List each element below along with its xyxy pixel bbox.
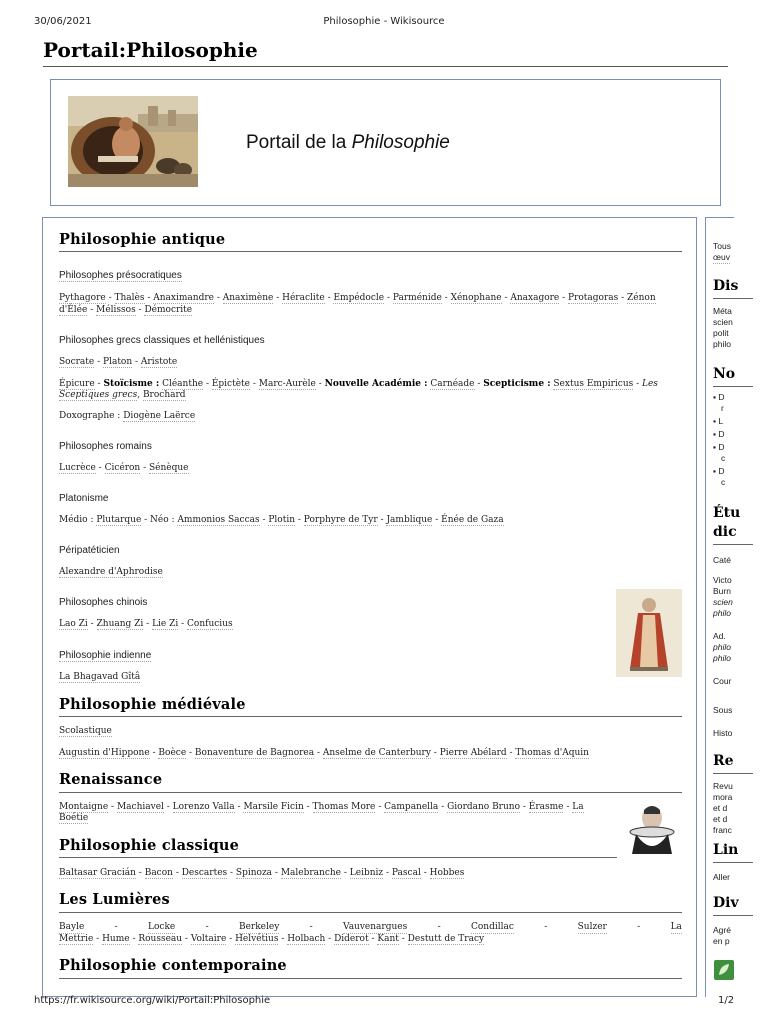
right-sidebar (705, 217, 741, 997)
classique-line: Baltasar Gracián - Bacon - Descartes - Spinoza - Malebranche - Leibniz - Pascal - Hobbes (59, 868, 465, 878)
link-ciceron[interactable]: Cicéron (104, 463, 141, 473)
grecs-line3: Sceptiques grecs, Brochard (59, 390, 186, 400)
link-thomas-d-aquin[interactable]: Thomas d'Aquin (515, 748, 589, 758)
leaf-icon[interactable] (714, 960, 734, 980)
link-locke[interactable]: Locke (148, 922, 176, 932)
link-kant[interactable]: Kant (377, 934, 399, 944)
link-mettrie[interactable]: Mettrie (59, 934, 94, 944)
sidebar-text: Agré (713, 925, 731, 935)
subheading-romains: Philosophes romains (59, 441, 152, 452)
heading-philosophie-classique: Philosophie classique (59, 837, 240, 854)
link-bhagavad-gita[interactable]: La Bhagavad Gîtâ (59, 672, 141, 682)
link-sulzer[interactable]: Sulzer (577, 922, 607, 932)
link-boetie[interactable]: Boétie (59, 813, 89, 823)
separator: - (205, 922, 209, 932)
link-boece[interactable]: Boèce (158, 748, 187, 758)
link-montaigne[interactable]: Montaigne (59, 802, 109, 812)
presocratiques-line2: d'Élée - Mélissos - Démocrite (59, 305, 193, 315)
sidebar-rule (713, 544, 753, 545)
indienne-line (59, 672, 140, 683)
banner-title: Portail de la Philosophie (246, 132, 450, 153)
link-la[interactable]: La (670, 922, 682, 932)
link-scolastique[interactable]: Scolastique (59, 726, 112, 736)
link-erasme[interactable]: Érasme (528, 802, 564, 812)
sidebar-heading: No (713, 366, 736, 382)
section-rule (59, 978, 682, 979)
main-content-box (42, 217, 697, 997)
link-alexandre-aphrodise[interactable]: Alexandre d'Aphrodise (59, 567, 163, 577)
sidebar-text: Sous (713, 705, 733, 715)
sidebar-heading: Dis (713, 278, 739, 294)
sidebar-bullet[interactable]: ▪ D (713, 466, 725, 476)
montaigne-portrait-image[interactable] (622, 796, 682, 856)
link-sceptiques-grecs[interactable]: Sceptiques grecs (59, 390, 138, 400)
link-brochard[interactable]: Brochard (142, 390, 186, 400)
link-d-elee[interactable]: d'Élée (59, 305, 88, 315)
subheading-platonisme: Platonisme (59, 493, 109, 504)
sidebar-text: et d (713, 814, 728, 824)
link-vauvenargues[interactable]: Vauvenargues (343, 922, 408, 932)
link-thomas-more[interactable]: Thomas More (312, 802, 376, 812)
section-rule (59, 792, 682, 793)
link-leibniz[interactable]: Leibniz (349, 868, 384, 878)
link-helvetius[interactable]: Helvétius (235, 934, 279, 944)
link-bacon[interactable]: Bacon (144, 868, 173, 878)
link-thales[interactable]: Thalès (114, 293, 145, 303)
sidebar-text: Aller (713, 872, 731, 882)
link-confucius[interactable]: Confucius (187, 619, 233, 629)
scolastique-line (59, 726, 112, 737)
heading-renaissance: Renaissance (59, 771, 163, 788)
link-malebranche[interactable]: Malebranche (280, 868, 342, 878)
renaissance-line1: Montaigne - Machiavel - Lorenzo Valla - Marsile Ficin - Thomas More - Campanella - Giordano Bruno - Érasme - La (59, 802, 584, 812)
link-anaxagore[interactable]: Anaxagore (510, 293, 560, 303)
grecs-line2: Épicure - Stoïcisme : Cléanthe - Épictète - Marc-Aurèle - Nouvelle Académie : Carnéade - Scepticisme : Sextus Empiricus - Les (59, 379, 658, 389)
link-destutt-de-tracy[interactable]: Destutt de Tracy (407, 934, 485, 944)
link-pierre-abelard[interactable]: Pierre Abélard (439, 748, 507, 758)
separator: - (114, 922, 118, 932)
romains-line: Lucrèce - Cicéron - Sénèque (59, 463, 189, 473)
sidebar-text: Cour (713, 676, 732, 686)
title-divider (43, 66, 728, 67)
sidebar-link[interactable]: œuv (713, 252, 730, 262)
link-aristote[interactable]: Aristote (140, 357, 178, 367)
link-ammonios-saccas[interactable]: Ammonios Saccas (177, 515, 260, 525)
link-protagoras[interactable]: Protagoras (568, 293, 619, 303)
link-les-sceptiques[interactable]: Les (642, 379, 658, 389)
sidebar-rule (713, 386, 753, 387)
link-diogene-laerce[interactable]: Diogène Laërce (123, 411, 196, 421)
peripateticien-line (59, 567, 163, 578)
sidebar-heading: Étu (713, 505, 741, 521)
confucius-image[interactable] (616, 589, 682, 677)
sidebar-text: philo (713, 653, 731, 663)
sidebar-text: polit (713, 328, 729, 338)
sidebar-text: Victo (713, 575, 732, 585)
sidebar-rule (713, 862, 753, 863)
link-jamblique[interactable]: Jamblique (386, 515, 433, 525)
link-platon[interactable]: Platon (103, 357, 133, 367)
link-pascal[interactable]: Pascal (391, 868, 421, 878)
presocratiques-line1: Pythagore - Thalès - Anaximandre - Anaximène - Héraclite - Empédocle - Parménide - Xénophane - Anaxagore - Protagoras - Zénon (59, 293, 656, 303)
sidebar-text: Tous (713, 241, 731, 251)
print-page-number: 1/2 (718, 995, 735, 1006)
link-zhuang-zi[interactable]: Zhuang Zi (96, 619, 144, 629)
link-giordano-bruno[interactable]: Giordano Bruno (447, 802, 520, 812)
link-bayle[interactable]: Bayle (59, 922, 85, 932)
subheading-peripateticien: Péripatéticien (59, 545, 120, 556)
sidebar-heading: Lin (713, 842, 739, 858)
sidebar-text: Histo (713, 728, 733, 738)
sidebar-rule (713, 298, 753, 299)
renaissance-line2 (59, 813, 88, 824)
medievale-line: Augustin d'Hippone - Boèce - Bonaventure de Bagnorea - Anselme de Canterbury - Pierre Abélard - Thomas d'Aquin (59, 748, 589, 758)
sidebar-text: r (721, 403, 724, 413)
link-plotin[interactable]: Plotin (268, 515, 296, 525)
sidebar-text: philo (713, 642, 731, 652)
sidebar-text: Ad. (713, 631, 726, 641)
link-augustin-d-hippone[interactable]: Augustin d'Hippone (59, 748, 150, 758)
link-holbach[interactable]: Holbach (287, 934, 326, 944)
link-marc-aurele[interactable]: Marc-Aurèle (258, 379, 316, 389)
print-url: https://fr.wikisource.org/wiki/Portail:Philosophie (34, 995, 271, 1006)
link-enee-de-gaza[interactable]: Énée de Gaza (441, 515, 504, 525)
lumieres-line2: Mettrie - Hume - Rousseau - Voltaire - Helvétius - Holbach - Diderot - Kant - Destutt de Tracy (59, 934, 485, 944)
link-lao-zi[interactable]: Lao Zi (59, 619, 88, 629)
heading-les-lumieres: Les Lumières (59, 891, 170, 908)
print-title: Philosophie - Wikisource (323, 16, 445, 27)
grecs-line1: Socrate - Platon - Aristote (59, 357, 178, 367)
subheading-indienne[interactable]: Philosophie indienne (59, 650, 152, 661)
link-xenophane[interactable]: Xénophane (450, 293, 502, 303)
link-machiavel[interactable]: Machiavel (116, 802, 164, 812)
doxographe-line: Doxographe : Diogène Laërce (59, 411, 196, 421)
sidebar-text: en p (713, 936, 730, 946)
link-anaximandre[interactable]: Anaximandre (153, 293, 214, 303)
link-marsile-ficin[interactable]: Marsile Ficin (243, 802, 304, 812)
sidebar-text: Burn (713, 586, 731, 596)
sidebar-text: Caté (713, 555, 731, 565)
link-campanella[interactable]: Campanella (384, 802, 439, 812)
platonisme-line: Médio : Plutarque - Néo : Ammonios Saccas - Plotin - Porphyre de Tyr - Jamblique - Énée de Gaza (59, 515, 504, 525)
sidebar-heading: Div (713, 895, 739, 911)
section-rule (59, 716, 682, 717)
sidebar-bullet[interactable]: ▪ L (713, 416, 724, 426)
link-voltaire[interactable]: Voltaire (190, 934, 227, 944)
sidebar-text: scien (713, 597, 733, 607)
separator: - (637, 922, 641, 932)
separator: - (437, 922, 441, 932)
sidebar-rule (713, 773, 753, 774)
sidebar-bullet[interactable]: ▪ D (713, 442, 725, 452)
link-empedocle[interactable]: Empédocle (333, 293, 385, 303)
link-carneade[interactable]: Carnéade (430, 379, 475, 389)
portal-banner (50, 79, 721, 206)
link-zenon[interactable]: Zénon (627, 293, 656, 303)
sidebar-text: philo (713, 608, 731, 618)
link-plutarque[interactable]: Plutarque (96, 515, 142, 525)
link-porphyre-de-tyr[interactable]: Porphyre de Tyr (303, 515, 378, 525)
subheading-grecs: Philosophes grecs classiques et hellénistiques (59, 335, 265, 346)
link-lie-zi[interactable]: Lie Zi (152, 619, 179, 629)
sidebar-text: c (721, 477, 726, 487)
heading-philosophie-contemporaine: Philosophie contemporaine (59, 957, 287, 974)
lumieres-line1 (59, 922, 682, 934)
section-rule (59, 251, 682, 252)
sidebar-text: franc (713, 825, 732, 835)
link-epictete[interactable]: Épictète (211, 379, 250, 389)
link-baltasar-gracian[interactable]: Baltasar Gracián (59, 868, 136, 878)
sidebar-rule (713, 915, 753, 916)
print-date: 30/06/2021 (34, 16, 92, 27)
link-lorenzo-valla[interactable]: Lorenzo Valla (172, 802, 235, 812)
subheading-chinois: Philosophes chinois (59, 597, 148, 608)
link-epicure[interactable]: Épicure (59, 379, 95, 389)
sidebar-heading: dic (713, 524, 737, 540)
link-heraclite[interactable]: Héraclite (282, 293, 325, 303)
sidebar-text: et d (713, 803, 728, 813)
link-descartes[interactable]: Descartes (181, 868, 228, 878)
sidebar-text: scien (713, 317, 733, 327)
link-seneque[interactable]: Sénèque (149, 463, 189, 473)
link-pythagore[interactable]: Pythagore (59, 293, 106, 303)
link-rousseau[interactable]: Rousseau (138, 934, 183, 944)
sidebar-bullet[interactable]: ▪ D (713, 429, 725, 439)
link-hume[interactable]: Hume (102, 934, 130, 944)
link-lucrece[interactable]: Lucrèce (59, 463, 96, 473)
link-cleanthe[interactable]: Cléanthe (162, 379, 204, 389)
diogenes-painting-image[interactable] (68, 96, 198, 187)
sidebar-text: philo (713, 339, 731, 349)
section-rule (59, 857, 617, 858)
separator: - (544, 922, 548, 932)
sidebar-bullet[interactable]: ▪ D (713, 392, 725, 402)
link-sextus-empiricus[interactable]: Sextus Empiricus (553, 379, 634, 389)
link-democrite[interactable]: Démocrite (144, 305, 193, 315)
subheading-presocratiques[interactable]: Philosophes présocratiques (59, 270, 182, 281)
heading-philosophie-antique: Philosophie antique (59, 231, 226, 248)
link-hobbes[interactable]: Hobbes (429, 868, 465, 878)
link-parmenide[interactable]: Parménide (392, 293, 442, 303)
link-melissos[interactable]: Mélissos (96, 305, 136, 315)
separator: - (309, 922, 313, 932)
sidebar-text: mora (713, 792, 733, 802)
link-diderot[interactable]: Diderot (334, 934, 369, 944)
chinois-line: Lao Zi - Zhuang Zi - Lie Zi - Confucius (59, 619, 233, 629)
link-berkeley[interactable]: Berkeley (238, 922, 280, 932)
sidebar-text: c (721, 453, 726, 463)
link-socrate[interactable]: Socrate (59, 357, 95, 367)
sidebar-text: Méta (713, 306, 732, 316)
link-spinoza[interactable]: Spinoza (235, 868, 273, 878)
link-anaximene[interactable]: Anaximène (222, 293, 274, 303)
link-bonaventure-de-bagnorea[interactable]: Bonaventure de Bagnorea (194, 748, 315, 758)
link-condillac[interactable]: Condillac (470, 922, 514, 932)
heading-philosophie-medievale: Philosophie médiévale (59, 696, 246, 713)
section-rule (59, 912, 682, 913)
page-title: Portail:Philosophie (43, 38, 258, 62)
link-la[interactable]: La (572, 802, 584, 812)
sidebar-text: Revu (713, 781, 733, 791)
sidebar-heading: Re (713, 753, 734, 769)
link-anselme-de-canterbury[interactable]: Anselme de Canterbury (322, 748, 431, 758)
